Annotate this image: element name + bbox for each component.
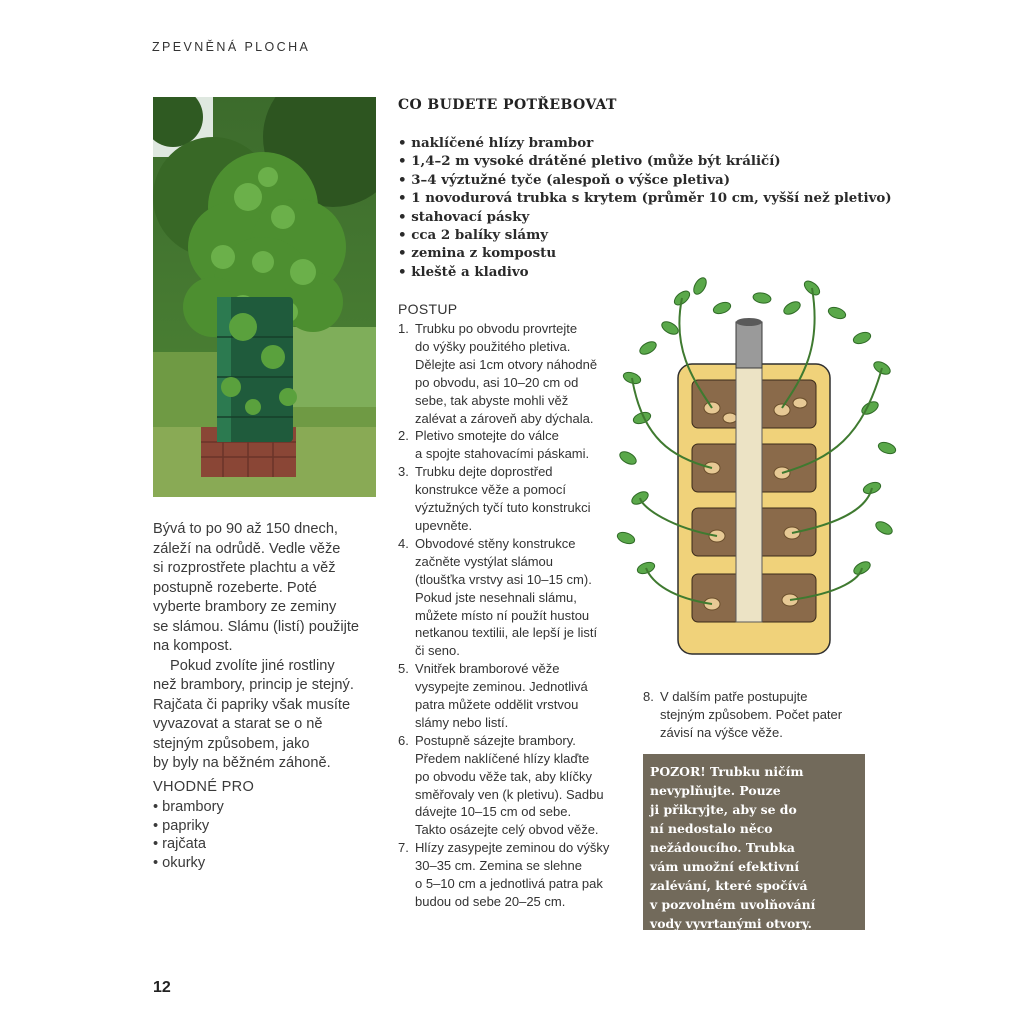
step-item	[398, 839, 638, 911]
list-item: • brambory	[153, 799, 224, 815]
step-number: 5.	[398, 661, 409, 677]
list-item: • naklíčené hlízy brambor	[398, 135, 594, 151]
step-text: Pletivo smotejte do válce a spojte stahovacími páskami.	[415, 428, 590, 462]
step-item	[398, 535, 638, 660]
potato-tower-cross-section-illustration	[612, 268, 902, 660]
procedure-steps	[398, 320, 638, 911]
step-item	[398, 320, 638, 427]
list-item: • rajčata	[153, 836, 206, 853]
step-text: Postupně sázejte brambory. Předem naklíčené hlízy klaďte po obvodu věže tak, aby klíčky směřovaly ven (k pletivu). Sadbu dávejte 10–15 cm od sebe. Takto osázejte celý obvod věže.	[415, 732, 604, 838]
list-item: • stahovací pásky	[398, 208, 530, 225]
illustration-icon	[612, 268, 902, 660]
step-item	[643, 688, 873, 742]
warning-box	[643, 754, 865, 930]
step-item	[398, 732, 638, 839]
step-number: 1.	[398, 321, 409, 336]
step-number: 6.	[398, 732, 409, 748]
step-item	[398, 463, 638, 535]
warning-text: POZOR! Trubku ničím nevyplňujte. Pouze ji přikryjte, aby se do ní nedostalo něco nežádoucího. Trubka vám umožní efektivní zalévání, které spočívá v pozvolném uvolňování vody vyvrtanými otvory.	[650, 764, 816, 931]
step-text: Hlízy zasypejte zeminou do výšky 30–35 cm. Zemina se slehne o 5–10 cm a jednotlivá patra pak budou od sebe 20–25 cm.	[415, 840, 610, 909]
list-item: • kleště a kladivo	[398, 263, 529, 280]
intro-text	[153, 520, 373, 774]
step-item	[398, 427, 638, 463]
list-item: • okurky	[153, 854, 206, 871]
step-text: V dalším patře postupujte stejným způsobem. Počet pater závisí na výšce věže.	[660, 689, 843, 740]
step-text: Obvodové stěny konstrukce začněte vystýlat slámou (tloušťka vrstvy asi 10–15 cm). Pokud jste nesehnali slámu, můžete místo ní použít hustou netkanou textilii, ale lepší je listí či seno.	[415, 535, 598, 659]
list-item: • 3–4 výztužné tyče (alespoň o výšce pletiva)	[398, 171, 731, 188]
page-number: 12	[153, 979, 171, 996]
step-text: Vnitřek bramborové věže vysypejte zeminou. Jednotlivá patra můžete oddělit vrstvou slámy nebo listí.	[415, 661, 588, 730]
list-item: • papriky	[153, 817, 210, 834]
running-head: ZPEVNĚNÁ PLOCHA	[152, 40, 311, 54]
procedure-heading: POSTUP	[398, 301, 458, 317]
list-item: • 1 novodurová trubka s krytem (průměr 10 cm, vyšší než pletivo)	[398, 190, 892, 207]
photo-icon	[153, 97, 376, 497]
suited-for-list	[153, 798, 224, 872]
step-number: 3.	[398, 464, 409, 480]
step-text: Trubku po obvodu provrtejte do výšky použitého pletiva. Dělejte asi 1cm otvory náhodně po obvodu, asi 10–20 cm od sebe, tak abyste mohli věž zalévat a zároveň aby dýchala.	[415, 321, 598, 426]
step-number: 8.	[643, 689, 654, 704]
suited-for-heading: VHODNÉ PRO	[153, 779, 255, 795]
list-item: • 1,4–2 m vysoké drátěné pletivo (může být králičí)	[398, 153, 781, 170]
needs-list	[398, 134, 892, 281]
list-item: • zemina z kompostu	[398, 245, 557, 262]
step-number: 2.	[398, 428, 409, 444]
step-number: 7.	[398, 840, 409, 856]
intro-paragraph-2: Pokud zvolíte jiné rostliny než brambory, princip je stejný. Rajčata či papriky však musíte vyvazovat a starat se o ně stejným způsobem, jako by byly na běžném záhoně.	[153, 657, 354, 771]
needs-heading: CO BUDETE POTŘEBOVAT	[398, 97, 617, 113]
step-number: 4.	[398, 535, 409, 551]
list-item: • cca 2 balíky slámy	[398, 227, 549, 244]
intro-paragraph-1: Bývá to po 90 až 150 dnech, záleží na odrůdě. Vedle věže si rozprostřete plachtu a věž postupně rozeberte. Poté vyberte brambory ze zeminy se slámou. Slámu (listí) použijte na kompost.	[153, 521, 360, 654]
step-item	[398, 660, 638, 732]
potato-tower-photo	[153, 97, 376, 497]
step-text: Trubku dejte doprostřed konstrukce věže a pomocí výztužných tyčí tuto konstrukci upevněte.	[415, 464, 591, 533]
